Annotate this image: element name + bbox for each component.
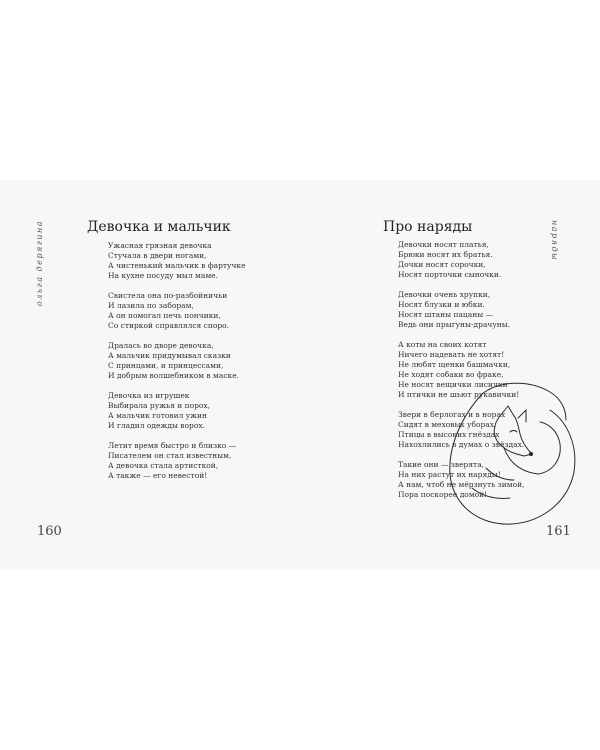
poem-body — [108, 241, 246, 491]
stanza — [398, 240, 525, 280]
poem-line: Брюки носят их братья. — [398, 250, 493, 259]
poem-line: Девочки очень хрупки, — [398, 290, 491, 299]
poem-line: Пора поскорее домой! — [398, 490, 488, 499]
poem-line: А нам, чтоб не мёрзнуть зимой, — [398, 480, 525, 489]
poem-line: Выбирала ружья и порох, — [108, 401, 211, 410]
poem-line: Писателем он стал известным, — [108, 451, 232, 460]
left-page — [0, 180, 300, 570]
poem-line: Девочки носят платья, — [398, 240, 489, 249]
stanza — [398, 290, 525, 330]
poem-line: Носят порточки сыночки. — [398, 270, 502, 279]
poem-line: А мальчик готовил ужин — [108, 411, 208, 420]
poem-line: А он помогал печь пончики, — [108, 311, 221, 320]
poem-line: Не ходят собаки во фраке, — [398, 370, 504, 379]
poem-line: Носят блузки и юбки. — [398, 300, 485, 309]
poem-line: Звери в берлогах и в норах — [398, 410, 506, 419]
poem-line: А коты на своих котят — [398, 340, 487, 349]
poem-line: Ничего надевать не хотят! — [398, 350, 505, 359]
section-side-label: наряды — [550, 220, 559, 262]
page-number: 161 — [546, 524, 571, 539]
poem-line: Ужасная грязная девочка — [108, 241, 212, 250]
poem-line: И добрым волшебником в маске. — [108, 371, 240, 380]
poem-line: На них растут их наряды! — [398, 470, 501, 479]
poem-line: На кухне посуду мыл маме. — [108, 271, 219, 280]
poem-line: Птицы в высоких гнёздах — [398, 430, 500, 439]
right-page — [300, 180, 600, 570]
poem-title: Девочка и мальчик — [87, 219, 231, 235]
poem-line: А также — его невестой! — [108, 471, 208, 480]
stanza — [108, 291, 246, 331]
poem-line: А чистенький мальчик в фартучке — [108, 261, 246, 270]
stanza — [108, 241, 246, 281]
poem-line: С принцами, и принцессами, — [108, 361, 224, 370]
poem-line: Стучала в двери ногами, — [108, 251, 207, 260]
poem-line: Нахохлились в думах о звёздах. — [398, 440, 525, 449]
stanza — [108, 441, 246, 481]
poem-line: А девочка стала артисткой, — [108, 461, 219, 470]
poem-line: Девочка из игрушек — [108, 391, 190, 400]
poem-line: Носят штаны пацаны — — [398, 310, 494, 319]
poem-line: Со стиркой справлялся споро. — [108, 321, 230, 330]
poem-line: Сидят в меховых уборах, — [398, 420, 497, 429]
poem-line: Не любят щенки башмачки, — [398, 360, 511, 369]
poem-line: Дочки носят сорочки, — [398, 260, 486, 269]
book-spread — [0, 180, 600, 570]
poem-line: И гладил одежды ворох. — [108, 421, 205, 430]
poem-line: Такие они — зверята, — [398, 460, 485, 469]
poem-line: Не носят вещички лисички — [398, 380, 508, 389]
stanza — [108, 391, 246, 431]
page-number: 160 — [37, 524, 62, 539]
poem-line: Свистела она по-разбойничьи — [108, 291, 228, 300]
stanza — [108, 341, 246, 381]
poem-line: Дралась во дворе девочка, — [108, 341, 214, 350]
poem-line: И птички не шьют рукавички! — [398, 390, 520, 399]
fox-illustration — [442, 376, 578, 528]
poem-line: И лазила по заборам, — [108, 301, 194, 310]
poem-line: Летит время быстро и близко — — [108, 441, 237, 450]
poem-line: А мальчик придумывал сказки — [108, 351, 231, 360]
author-side-label: ольга дерягина — [35, 220, 44, 307]
poem-title: Про наряды — [383, 219, 473, 235]
poem-line: Ведь они прыгуны-драчуны. — [398, 320, 511, 329]
